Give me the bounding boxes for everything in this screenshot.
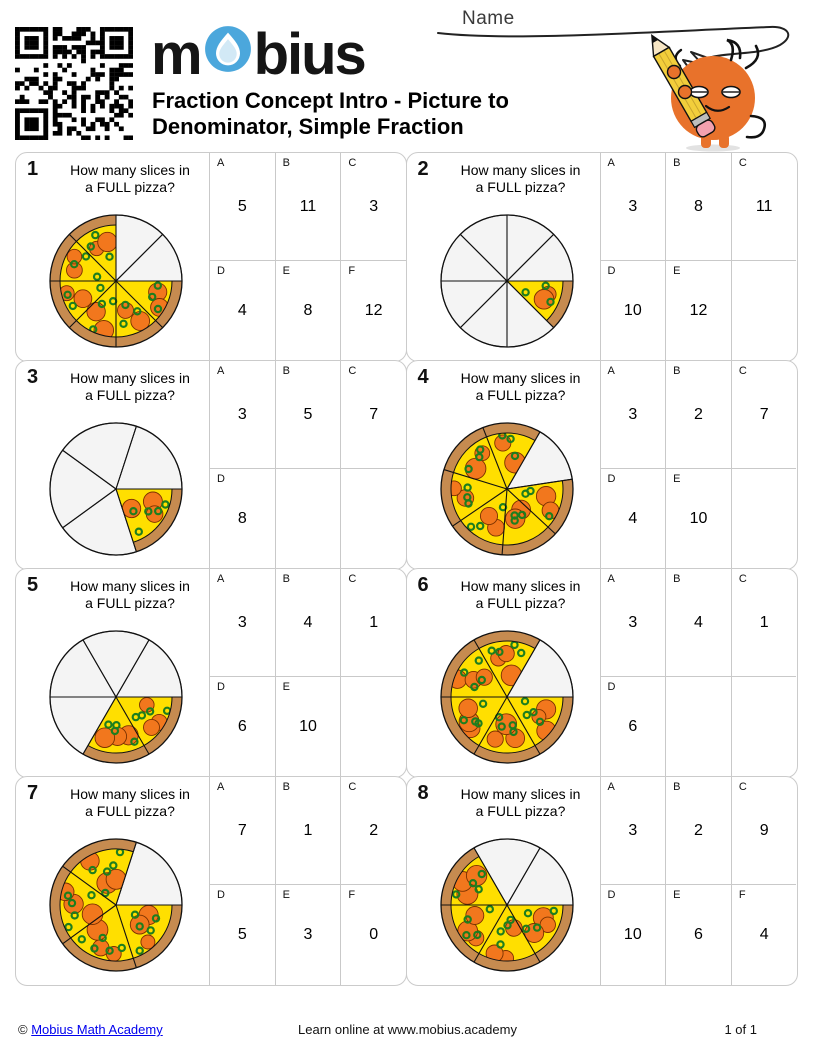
answer-cell [600, 260, 666, 361]
answer-cell [340, 468, 406, 569]
problems-grid [15, 152, 799, 990]
answer-letter: B [673, 365, 681, 377]
answer-cell [665, 468, 731, 569]
answer-letter: A [607, 365, 615, 377]
answer-letter: D [607, 473, 616, 485]
answer-letter: A [217, 573, 225, 585]
answer-letter: F [348, 889, 356, 901]
answer-grid [209, 569, 406, 777]
answer-letter: E [282, 265, 290, 277]
answer-letter: C [738, 157, 747, 169]
answer-cell [731, 468, 797, 569]
problem-number: 4 [417, 366, 429, 388]
answer-value: 2 [694, 821, 703, 839]
pizza-image [46, 835, 186, 975]
name-label: Name [462, 8, 515, 29]
pizza-image [437, 211, 577, 351]
answer-grid [600, 777, 797, 985]
answer-grid [209, 777, 406, 985]
answer-letter: E [673, 889, 681, 901]
problem-question: How many slices in a FULL pizza? [70, 370, 190, 403]
answer-letter: C [348, 781, 357, 793]
problem-question: How many slices in a FULL pizza? [460, 162, 581, 195]
answer-value: 4 [694, 613, 703, 631]
answer-value: 9 [759, 821, 769, 839]
answer-cell [209, 884, 275, 985]
pizza-image [46, 419, 186, 559]
answer-letter: D [607, 889, 616, 901]
name-line [438, 27, 788, 71]
water-drop-icon [204, 25, 252, 77]
answer-letter: D [217, 265, 225, 277]
answer-letter: E [673, 265, 681, 277]
answer-value: 10 [623, 925, 642, 943]
answer-cell [665, 884, 731, 985]
answer-value: 2 [694, 405, 703, 423]
answer-cell [209, 153, 275, 260]
problem-question: How many slices in a FULL pizza? [70, 578, 190, 611]
answer-cell [340, 260, 406, 361]
answer-letter: A [217, 781, 225, 793]
answer-cell [600, 676, 666, 777]
answer-letter: C [738, 573, 747, 585]
answer-cell [665, 777, 731, 884]
answer-letter: A [217, 365, 225, 377]
answer-value: 6 [694, 925, 703, 943]
answer-cell [600, 569, 666, 676]
answer-cell [340, 777, 406, 884]
worksheet-title: Fraction Concept Intro - Picture to Denominator, Simple Fraction [152, 88, 509, 139]
answer-cell [275, 260, 341, 361]
answer-cell [275, 676, 341, 777]
answer-cell [275, 153, 341, 260]
answer-cell [209, 569, 275, 676]
answer-value: 5 [303, 405, 313, 423]
answer-cell [209, 260, 275, 361]
answer-cell [665, 676, 731, 777]
problem-card [15, 360, 407, 570]
answer-value: 6 [237, 717, 247, 735]
answer-grid [600, 153, 797, 361]
answer-value: 8 [237, 509, 247, 527]
page-footer [0, 1020, 815, 1044]
answer-grid [600, 569, 797, 777]
answer-cell [600, 153, 666, 260]
answer-letter: A [217, 157, 225, 169]
footer-center-text: Learn online at www.mobius.academy [298, 1022, 517, 1037]
answer-letter: D [217, 681, 225, 693]
answer-value: 10 [689, 509, 708, 527]
answer-letter: B [282, 781, 290, 793]
answer-cell [340, 569, 406, 676]
problem-number: 5 [27, 574, 39, 596]
answer-value: 1 [759, 613, 769, 631]
answer-value: 3 [303, 925, 313, 943]
answer-value: 3 [628, 613, 638, 631]
pizza-image [437, 835, 577, 975]
answer-value: 12 [364, 301, 383, 319]
problem-card [406, 152, 798, 362]
answer-letter: B [282, 157, 290, 169]
answer-value: 3 [237, 613, 247, 631]
answer-value: 6 [628, 717, 638, 735]
answer-cell [665, 569, 731, 676]
footer-copyright-link[interactable]: Mobius Math Academy [31, 1022, 163, 1037]
problem-card [406, 360, 798, 570]
answer-cell [275, 777, 341, 884]
problem-question: How many slices in a FULL pizza? [70, 162, 190, 195]
problem-card [15, 152, 407, 362]
answer-cell [731, 569, 797, 676]
answer-letter: F [738, 889, 746, 901]
answer-cell [275, 468, 341, 569]
pizza-image [46, 627, 186, 767]
answer-value: 8 [694, 197, 703, 215]
answer-value: 4 [303, 613, 313, 631]
answer-letter: D [607, 265, 616, 277]
problem-number: 3 [27, 366, 39, 388]
problem-question: How many slices in a FULL pizza? [460, 370, 581, 403]
logo-text-post: bius [253, 21, 365, 87]
answer-value: 3 [237, 405, 247, 423]
answer-value: 3 [628, 197, 638, 215]
answer-cell [731, 260, 797, 361]
answer-cell [209, 777, 275, 884]
brand-block [151, 16, 365, 87]
answer-value: 1 [303, 821, 313, 839]
problem-number: 1 [27, 158, 39, 180]
answer-cell [209, 361, 275, 468]
answer-letter: B [282, 365, 290, 377]
answer-cell [275, 569, 341, 676]
answer-value: 8 [303, 301, 313, 319]
answer-value: 2 [369, 821, 379, 839]
answer-value: 10 [623, 301, 642, 319]
answer-letter: E [673, 473, 681, 485]
answer-letter: D [607, 681, 616, 693]
answer-letter: D [217, 889, 225, 901]
answer-cell [600, 468, 666, 569]
answer-cell [665, 260, 731, 361]
pizza-image [46, 211, 186, 351]
page-indicator: 1 of 1 [724, 1022, 757, 1037]
answer-cell [731, 361, 797, 468]
answer-letter: E [282, 681, 290, 693]
pizza-image [437, 419, 577, 559]
answer-value: 3 [628, 821, 638, 839]
answer-letter: C [348, 157, 357, 169]
answer-value: 5 [237, 925, 247, 943]
answer-letter: D [217, 473, 225, 485]
answer-cell [340, 153, 406, 260]
answer-value: 7 [759, 405, 769, 423]
pencil-icon [644, 31, 717, 139]
problem-number: 7 [27, 782, 39, 804]
answer-value: 4 [628, 509, 638, 527]
answer-letter: A [607, 157, 615, 169]
answer-value: 5 [237, 197, 247, 215]
answer-letter: B [673, 157, 681, 169]
qr-code [15, 27, 133, 140]
answer-letter: A [607, 781, 615, 793]
answer-cell [340, 361, 406, 468]
answer-letter: E [282, 889, 290, 901]
answer-cell [731, 153, 797, 260]
problem-number: 8 [417, 782, 429, 804]
answer-letter: C [738, 781, 747, 793]
answer-cell [600, 777, 666, 884]
answer-letter: A [607, 573, 615, 585]
problem-card [406, 568, 798, 778]
answer-cell [340, 676, 406, 777]
answer-value: 0 [369, 925, 379, 943]
answer-cell [275, 361, 341, 468]
answer-grid [600, 361, 797, 569]
problem-card [15, 776, 407, 986]
pizza-image [437, 627, 577, 767]
answer-value: 7 [369, 405, 379, 423]
answer-letter: B [282, 573, 290, 585]
answer-grid [209, 361, 406, 569]
answer-cell [209, 468, 275, 569]
answer-value: 11 [755, 197, 773, 215]
answer-value: 11 [299, 197, 317, 215]
answer-letter: C [738, 365, 747, 377]
answer-letter: B [673, 781, 681, 793]
mobius-logo [151, 16, 365, 87]
answer-letter: C [348, 365, 357, 377]
answer-cell [600, 361, 666, 468]
answer-letter: C [348, 573, 357, 585]
answer-value: 3 [628, 405, 638, 423]
answer-cell [731, 777, 797, 884]
logo-text-pre: m [151, 21, 201, 87]
problem-question: How many slices in a FULL pizza? [70, 786, 190, 819]
problem-number: 6 [417, 574, 429, 596]
answer-value: 1 [369, 613, 379, 631]
answer-cell [731, 676, 797, 777]
answer-letter: B [673, 573, 681, 585]
answer-value: 10 [299, 717, 317, 735]
problem-number: 2 [417, 158, 429, 180]
answer-cell [600, 884, 666, 985]
answer-value: 4 [237, 301, 247, 319]
answer-cell [340, 884, 406, 985]
problem-question: How many slices in a FULL pizza? [460, 578, 581, 611]
answer-cell [209, 676, 275, 777]
problem-question: How many slices in a FULL pizza? [460, 786, 581, 819]
answer-value: 4 [759, 925, 769, 943]
answer-cell [665, 361, 731, 468]
answer-value: 3 [369, 197, 379, 215]
footer-copyright: © Mobius Math Academy [18, 1022, 163, 1037]
answer-cell [731, 884, 797, 985]
answer-value: 12 [689, 301, 708, 319]
answer-cell [665, 153, 731, 260]
problem-card [15, 568, 407, 778]
problem-card [406, 776, 798, 986]
answer-cell [275, 884, 341, 985]
answer-letter: F [348, 265, 356, 277]
answer-value: 7 [237, 821, 247, 839]
answer-grid [209, 153, 406, 361]
